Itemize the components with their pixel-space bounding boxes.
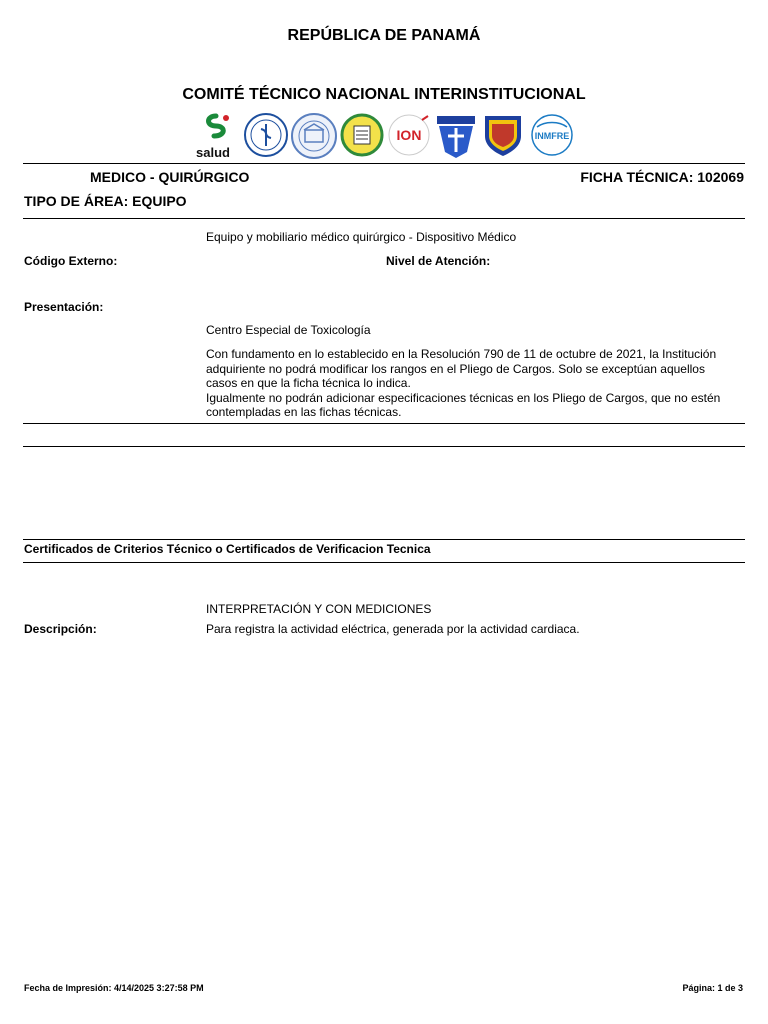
divider bbox=[23, 539, 745, 540]
print-date: Fecha de Impresión: 4/14/2025 3:27:58 PM bbox=[24, 983, 204, 993]
certificates-heading: Certificados de Criterios Técnico o Certificados de Verificacion Tecnica bbox=[24, 542, 431, 556]
institution-seal-logo-icon bbox=[290, 112, 338, 160]
divider bbox=[23, 218, 745, 219]
ion-logo-icon bbox=[386, 112, 432, 160]
description-label: Descripción: bbox=[24, 622, 97, 636]
university-seal-logo-icon bbox=[340, 112, 384, 160]
center-name: Centro Especial de Toxicología bbox=[206, 323, 371, 337]
description-text: Para registra la actividad eléctrica, generada por la actividad cardiaca. bbox=[206, 622, 580, 636]
classification-text: Equipo y mobiliario médico quirúrgico - Dispositivo Médico bbox=[206, 230, 517, 244]
legal-note-line: casos en que la ficha técnica lo indica. bbox=[206, 376, 411, 391]
codigo-externo-label: Código Externo: bbox=[24, 254, 118, 268]
page-number: Página: 1 de 3 bbox=[682, 983, 743, 993]
legal-note-line: Con fundamento en lo establecido en la Resolución 790 de 11 de octubre de 2021, la Institución bbox=[206, 347, 717, 361]
divider bbox=[23, 423, 745, 424]
area-type: TIPO DE ÁREA: EQUIPO bbox=[24, 193, 187, 209]
hospital-del-nino-logo-icon bbox=[482, 112, 524, 160]
salud-logo-text: salud bbox=[196, 145, 230, 160]
nivel-atencion-label: Nivel de Atención: bbox=[386, 254, 491, 268]
hospital-santo-tomas-logo-icon bbox=[433, 112, 479, 160]
legal-note bbox=[206, 347, 746, 420]
legal-note-line: adquiriente no podrá modificar los rangos en el Pliego de Cargos. Solo se exceptúan aquellos bbox=[206, 361, 705, 376]
country-title: REPÚBLICA DE PANAMÁ bbox=[287, 27, 481, 44]
legal-note-line: contempladas en las fichas técnicas. bbox=[206, 405, 402, 420]
committee-title: COMITÉ TÉCNICO NACIONAL INTERINSTITUCIONAL bbox=[182, 86, 586, 103]
category-label: MEDICO - QUIRÚRGICO bbox=[90, 169, 250, 185]
css-panama-logo-icon bbox=[243, 112, 289, 160]
ficha-tecnica-number: FICHA TÉCNICA: 102069 bbox=[580, 169, 744, 185]
ion-logo-text: ION bbox=[396, 127, 422, 143]
legal-note-line: Igualmente no podrán adicionar especificaciones técnicas en los Pliego de Cargos, que no estén bbox=[206, 390, 721, 405]
divider bbox=[23, 446, 745, 447]
inmfre-logo-text: INMFRE bbox=[534, 131, 570, 141]
divider bbox=[23, 562, 745, 563]
description-subtitle: INTERPRETACIÓN Y CON MEDICIONES bbox=[206, 602, 432, 616]
presentacion-label: Presentación: bbox=[24, 300, 104, 314]
inmfre-logo-icon bbox=[529, 112, 575, 160]
divider bbox=[23, 163, 745, 164]
